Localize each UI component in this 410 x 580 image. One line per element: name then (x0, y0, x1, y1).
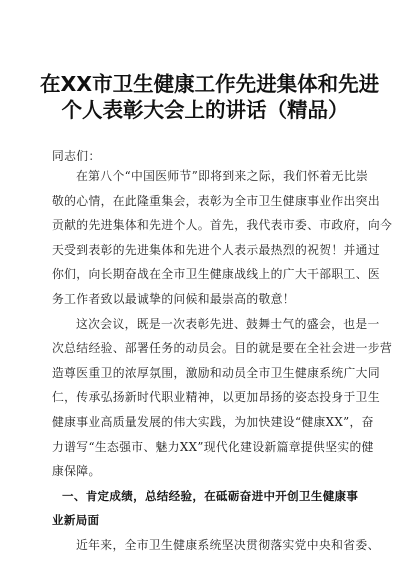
paragraph-2-line-3: 造尊医重卫的浓厚氛围，激励和动员全市卫生健康系统广大同 (52, 365, 380, 380)
section-heading-line-2: 业新局面 (52, 513, 100, 528)
paragraph-1-line-3: 贡献的先进集体和先进个人。首先，我代表市委、市政府，向今 (52, 218, 393, 233)
paragraph-2-line-4: 仁，传承弘扬新时代职业精神，以更加昂扬的姿态投身于卫生 (52, 390, 380, 405)
paragraph-1-line-1: 在第八个“中国医师节”即将到来之际，我们怀着无比崇 (76, 169, 369, 183)
paragraph-1-line-4: 天受到表彰的先进集体和先进个人表示最热烈的祝贺！并通过 (52, 242, 380, 257)
paragraph-3-line-1: 近年来，全市卫生健康系统坚决贯彻落实党中央和省委、 (76, 538, 380, 552)
paragraph-2-line-7: 康保障。 (52, 464, 101, 479)
paragraph-1-line-2: 敬的心情，在此隆重集会，表彰为全市卫生健康事业作出突出 (52, 193, 380, 208)
paragraph-2-line-6: 力谱写“生态强市、魅力XX”现代化建设新篇章提供坚实的健 (52, 439, 374, 454)
paragraph-2-line-1: 这次会议，既是一次表彰先进、鼓舞士气的盛会，也是一 (76, 316, 380, 331)
paragraph-1-line-5: 你们，向长期奋战在全市卫生健康战线上的广大干部职工、医 (52, 267, 380, 282)
paragraph-2-line-2: 次总结经验、部署任务的动员会。目的就是要在全社会进一步营 (52, 341, 393, 356)
greeting: 同志们： (52, 149, 101, 163)
paragraph-2-line-5: 健康事业高质量发展的伟大实践，为加快建设“健康XX”，奋 (52, 415, 374, 429)
section-heading-line-1: 一、肯定成绩，总结经验，在砥砺奋进中开创卫生健康事 (62, 488, 359, 503)
document-title-line-1: 在XX市卫生健康工作先进集体和先进 (40, 72, 380, 96)
document-title-line-2: 个人表彰大会上的讲话（精品） (61, 98, 349, 122)
paragraph-1-line-6: 务工作者致以最诚挚的问候和最崇高的敬意！ (52, 292, 295, 306)
